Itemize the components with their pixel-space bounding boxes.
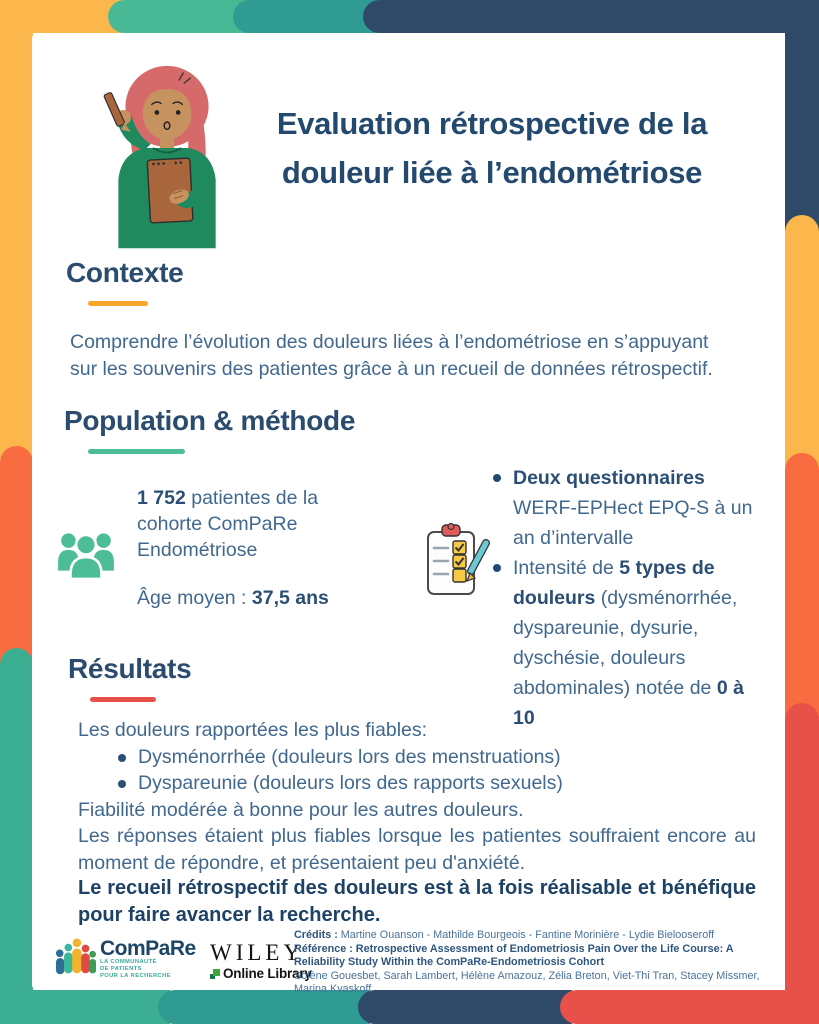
results-bullet-list (78, 744, 756, 797)
compare-logo-text (100, 936, 196, 980)
section-heading-contexte: Contexte (66, 257, 184, 288)
compare-tagline-3: POUR LA RECHERCHE (100, 972, 171, 979)
results-bullet-dyspareunie: Dyspareunie (douleurs lors des rapports sexuels) (118, 770, 756, 797)
decor-bottom-teal-block (0, 990, 170, 1024)
method-bullet-pain-types: Intensité de 5 types de douleurs (dysménorrhée, dyspareunie, dysurie, dyschésie, douleurs abdominales) notée de 0 à 10 (490, 553, 758, 733)
page-title-line1: Evaluation rétrospective de la (276, 106, 708, 141)
conclusion-text: Le recueil rétrospectif des douleurs est à la fois réalisable et bénéfique pour faire avancer la recherche. (78, 877, 756, 926)
decor-right-red-column (785, 703, 819, 1024)
compare-tagline-2: DE PATIENTS (100, 965, 142, 972)
resultats-underline (90, 697, 156, 702)
section-heading-resultats: Résultats (68, 653, 192, 684)
reference-label: Référence : (294, 942, 353, 955)
wiley-logo-name: WILEY (210, 940, 305, 965)
method-bullet-questionnaires: Deux questionnaires WERF-EPHect EPQ-S à un an d’intervalle (490, 463, 758, 553)
compare-logo-name: ComPaRe (100, 936, 196, 960)
results-line-fiabilite: Fiabilité modérée à bonne pour les autres douleurs. (78, 798, 524, 821)
page-title (220, 99, 764, 197)
people-group-icon (56, 527, 116, 579)
wiley-sub-label: Online Library (223, 966, 312, 981)
wiley-squares-icon (210, 969, 220, 979)
page-title-line2: douleur liée à l’endométriose (281, 155, 703, 190)
results-line-reponses: Les réponses étaient plus fiables lorsque les patientes souffraient encore au moment de répondre, et présentaient peu d'anxiété. (78, 825, 756, 874)
results-bullet-dysmenorrhee: Dysménorrhée (douleurs lors des menstruations) (118, 744, 756, 771)
decor-right-orange-pill (785, 453, 819, 719)
credits-label: Crédits : (294, 929, 338, 941)
results-text-block (78, 717, 756, 876)
content-card (32, 33, 785, 996)
population-underline (88, 449, 185, 454)
mean-age-text: Âge moyen : 37,5 ans (137, 587, 329, 609)
authors-line: Solène Gouesbet, Sarah Lambert, Hélène Amazouz, Zélia Breton, Viet-Thi Tran, Stacey Missmer, Marina Kvaskoff (294, 969, 760, 996)
decor-top-green-pill (108, 0, 248, 33)
reference-line (294, 943, 760, 970)
credits-line (294, 929, 760, 943)
population-left-text (137, 485, 332, 611)
contexte-underline (88, 301, 148, 306)
cohort-size-text: 1 752 patientes de la cohorte ComPaRe Endométriose (137, 487, 319, 561)
decor-left-teal-column (0, 648, 33, 1024)
compare-people-icon (54, 936, 96, 982)
results-intro: Les douleurs rapportées les plus fiables: (78, 719, 428, 741)
method-bullet-list (490, 463, 758, 733)
compare-logo (54, 931, 204, 987)
decor-left-orange-pill (0, 446, 33, 664)
section-heading-population: Population & méthode (64, 405, 356, 436)
credits-block (294, 929, 760, 997)
compare-tagline-1: LA COMMUNAUTÉ (100, 958, 157, 965)
contexte-paragraph: Comprendre l’évolution des douleurs liées à l’endométriose en s’appuyant sur les souvenirs des patientes grâce à un recueil de données rétrospectif. (70, 331, 713, 380)
decor-top-blue-block (363, 0, 819, 33)
reference-title: Retrospective Assessment of Endometriosis Pain Over the Life Course: A Reliability Study Within the ComPaRe-Endometriosis Cohort (294, 942, 734, 969)
decor-right-yellow-pill (785, 215, 819, 470)
credits-names: Martine Ouanson - Mathilde Bourgeois - Fantine Morinière - Lydie Bielooseroff (337, 929, 715, 941)
clipboard-checklist-icon (422, 523, 492, 599)
decor-top-teal-pill (233, 0, 378, 33)
decor-left-yellow-column (0, 0, 33, 460)
